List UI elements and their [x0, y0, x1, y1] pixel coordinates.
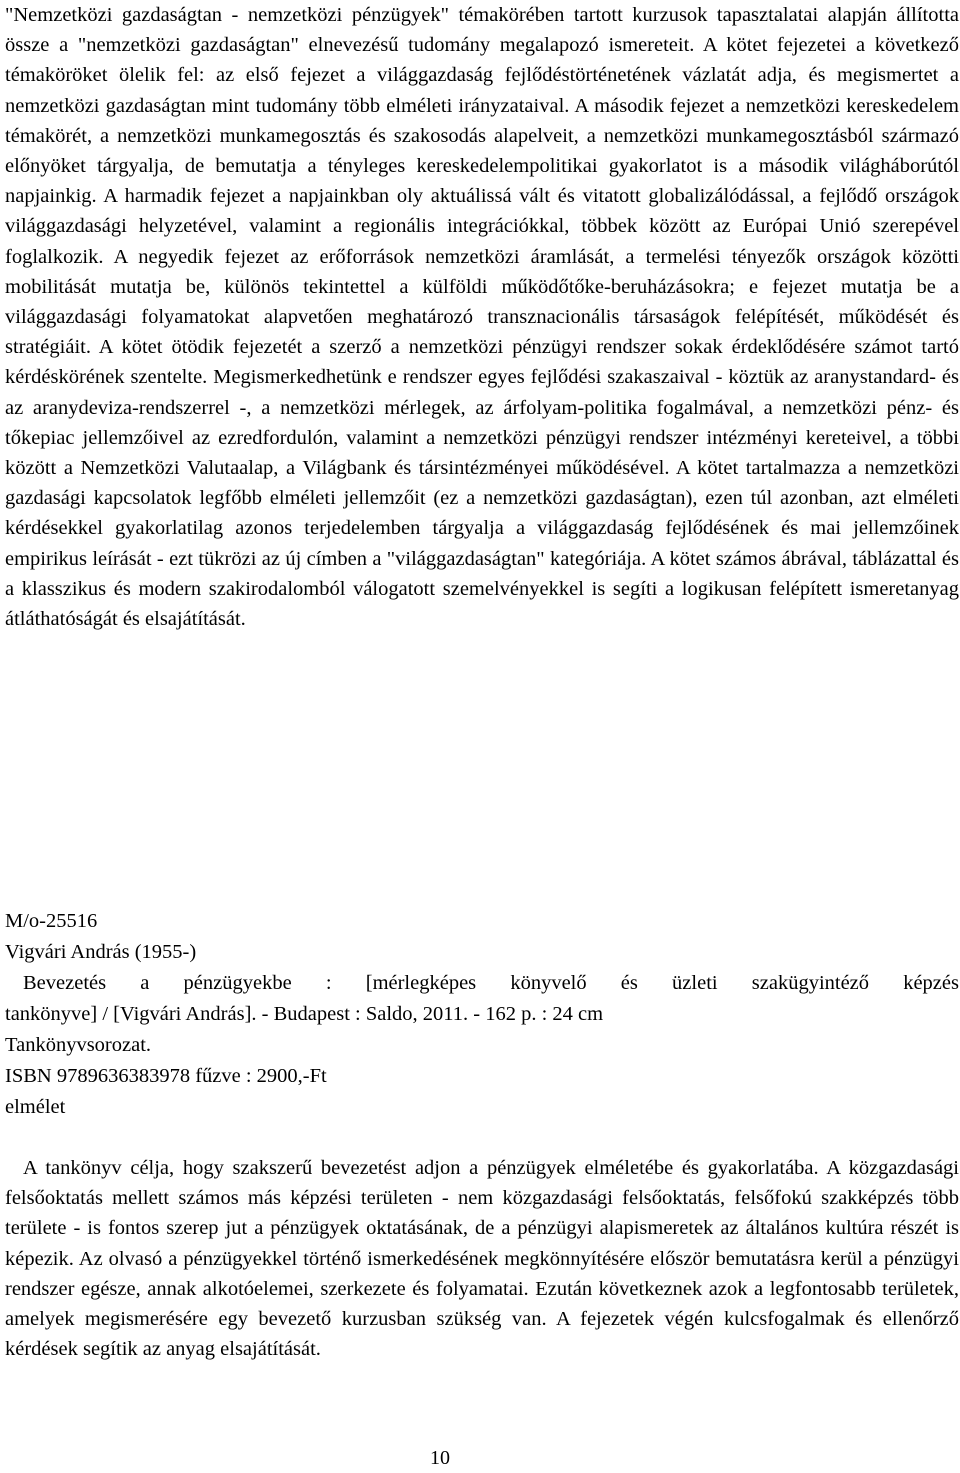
abstract-paragraph: A tankönyv célja, hogy szakszerű bevezetést adjon a pénzügyek elméletébe és gyakorlatába. A közgazdasági felsőoktatás mellett számos más képzési területen - nem közgazdasági felsőoktatás, felsőfokú szakképzés több területe - is fontos szerep jut a pénzügyek oktatásának, de a pénzügyi alapismeretek az általános kultúra részét is képezik. Az olvasó a pénzügyekkel történő ismerkedésének megkönnyítésére először bemutatásra kerül a pénzügyi rendszer egésze, annak alkotóelemei, szerkezete és folyamatai. Ezután következnek azok a legfontosabb területek, amelyek megismerésére egy bevezető kurzusban szükség van. A fejezetek végén kulcsfogalmak és ellenőrző kérdések segítik az anyag elsajátítását.	[5, 1157, 959, 1361]
title-line-1: Bevezetés a pénzügyekbe : [mérlegképes könyvelő és üzleti szakügyintéző képzés	[23, 972, 959, 994]
isbn-line: ISBN 9789636383978 fűzve : 2900,-Ft	[5, 1065, 327, 1087]
series-line: Tankönyvsorozat.	[5, 1034, 152, 1056]
author-rest: András (1955-)	[66, 941, 197, 963]
title-line-2: tankönyve] / [Vigvári András]. - Budapest : Saldo, 2011. - 162 p. : 24 cm	[5, 1003, 604, 1025]
subject-line: elmélet	[5, 1096, 66, 1118]
call-number: M/o-25516	[5, 910, 98, 932]
author-surname: Vigvári	[5, 941, 67, 963]
page-number: 10	[430, 1447, 450, 1469]
intro-paragraph: "Nemzetközi gazdaságtan - nemzetközi pénzügyek" témakörében tartott kurzusok tapasztalatai alapján állította össze a "nemzetközi gazdaságtan" elnevezésű tudomány megalapozó ismereteit. A kötet fejezetei a következő témaköröket ölelik fel: az első fejezet a világgazdaság fejlődéstörténetének vázlatát adja, és megismertet a nemzetközi gazdaságtan mint tudomány több elméleti irányzataival. A második fejezet a nemzetközi kereskedelem témakörét, a nemzetközi munkamegosztás és szakosodás alapelveit, a nemzetközi munkamegosztásból származó előnyöket tárgyalja, de bemutatja a tényleges kereskedelempolitikai gyakorlatot is a második világháborútól napjainkig. A harmadik fejezet a napjainkban oly aktuálissá vált és vitatott globalizálódással, a fejlődő országok világgazdasági helyzetével, valamint a regionális integrációkkal, többek között az Európai Unió szerepével foglalkozik. A negyedik fejezet az erőforrások nemzetközi áramlását, a termelési tényezők országok közötti mobilitását mutatja be, különös tekintettel a külföldi működőtőke-beruházásokra; e fejezet mutatja be a világgazdasági folyamatokat alapvetően meghatározó transznacionális társaságok felépítését, működését és stratégiáit. A kötet ötödik fejezetét a szerző a nemzetközi pénzügyi rendszer sokak érdeklődésére számot tartó kérdéskörének szentelte. Megismerkedhetünk e rendszer egyes fejlődési szakaszaival - köztük az aranystandard- és az aranydeviza-rendszerrel -, a nemzetközi mérlegek, az árfolyam-politika fogalmával, a nemzetközi pénz- és tőkepiac jellemzőivel az ezredfordulón, valamint a nemzetközi pénzügyi rendszer intézményi kereteivel, a többi között a Nemzetközi Valutaalap, a Világbank és társintézményei működésével. A kötet tartalmazza a nemzetközi gazdasági kapcsolatok legfőbb elméleti jellemzőit (ez a nemzetközi gazdaságtan), ezen túl azonban, azt elméleti kérdésekkel gyakorlatilag azonos terjedelemben tárgyalja a világgazdaság fejlődésének és mai jellemzőinek empirikus leírását - ezt tükrözi az új címben a "világgazdaságtan" kategóriája. A kötet számos ábrával, táblázattal és a klasszikus és modern szakirodalomból válogatott szemelvényekkel is segíti a logikusan felépített ismeretanyag átláthatóságát és elsajátítását.	[5, 4, 959, 631]
author-line	[5, 937, 196, 967]
